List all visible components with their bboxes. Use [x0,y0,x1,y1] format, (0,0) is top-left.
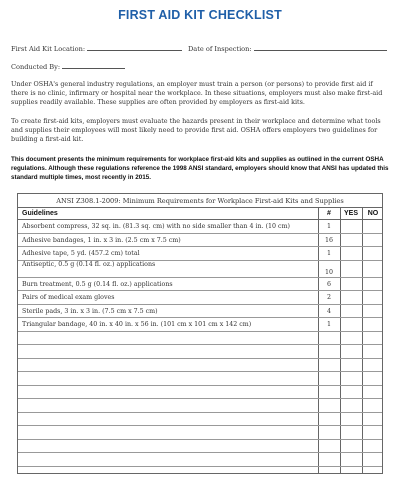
empty-table-row [18,332,382,346]
empty-table-row [18,372,382,386]
guidelines-paragraph: To create first-aid kits, employers must evaluate the hazards present in their workplace and determine what tools and supplies their employees will most likely need to provide first aid. OSHA offers employers two guidelines for building a first-aid kit. [11,117,381,143]
table-caption: ANSI Z308.1-2009: Minimum Requirements for Workplace First-aid Kits and Supplies [18,194,382,208]
row-item: Antiseptic, 0.5 g (0.14 fl. oz.) applications [22,260,156,268]
row-qty: 4 [326,307,331,315]
table-header [18,208,382,220]
empty-table-row [18,399,382,413]
table-row [18,247,382,261]
inspection-date-field[interactable] [188,44,387,53]
location-input-line[interactable] [87,44,182,51]
inspection-date-label: Date of Inspection: [188,45,252,53]
table-row [18,220,382,234]
requirements-paragraph: This document presents the minimum requirements for workplace first-aid kits and supplies as outlined in the current OSHA regulations. Although these regulations reference the 1998 ANSI standard, employers should know that ANSI has updated this standard multiple times, most recently in 2015. [11,156,389,181]
table-row [18,305,382,319]
supplies-table [17,193,383,474]
location-field[interactable] [11,44,182,53]
row-qty: 1 [326,223,331,230]
empty-table-row [18,413,382,427]
row-item: Adhesive bandages, 1 in. x 3 in. (2.5 cm x 7.5 cm) [22,236,181,244]
col-yes-header: YES [343,210,358,217]
row-qty: 1 [326,321,331,328]
row-item: Absorbent compress, 32 sq. in. (81.3 sq. cm) with no side smaller than 4 in. (10 cm) [22,223,290,230]
row-item: Triangular bandage, 40 in. x 40 in. x 56 in. (101 cm x 101 cm x 142 cm) [22,321,252,328]
table-row [18,261,382,278]
empty-table-row [18,359,382,373]
empty-table-row [18,453,382,467]
table-row [18,234,382,248]
row-qty: 1 [326,250,331,257]
conducted-by-field[interactable] [11,62,125,71]
table-row [18,318,382,332]
col-guidelines-header: Guidelines [22,210,58,217]
table-row [18,278,382,292]
inspection-date-input-line[interactable] [254,44,387,51]
empty-table-row [18,386,382,400]
col-no-header: NO [367,210,379,217]
row-qty: 2 [326,294,331,301]
empty-table-row [18,426,382,440]
row-qty: 6 [326,280,331,288]
row-item: Burn treatment, 0.5 g (0.14 fl. oz.) applications [22,280,173,288]
row-qty: 16 [324,236,333,244]
empty-table-row [18,345,382,359]
row-item: Sterile pads, 3 in. x 3 in. (7.5 cm x 7.5 cm) [22,307,158,315]
table-row [18,291,382,305]
col-qty-header: # [327,210,331,217]
conducted-by-label: Conducted By: [11,63,61,71]
conducted-by-input-line[interactable] [62,62,125,69]
empty-table-row [18,440,382,454]
row-qty: 10 [324,268,333,276]
location-label: First Aid Kit Location: [11,45,86,53]
intro-paragraph: Under OSHA's general industry regulations, an employer must train a person (or persons) to provide first aid if there is no clinic, infirmary or hospital near the workplace. In these situations, employers must also make first-aid supplies readily available. These supplies are often provided by employers as first-aid kits. [11,80,383,106]
row-item: Adhesive tape, 5 yd. (457.2 cm) total [22,250,140,257]
page-title: FIRST AID KIT CHECKLIST [118,8,282,22]
row-item: Pairs of medical exam gloves [22,294,115,301]
